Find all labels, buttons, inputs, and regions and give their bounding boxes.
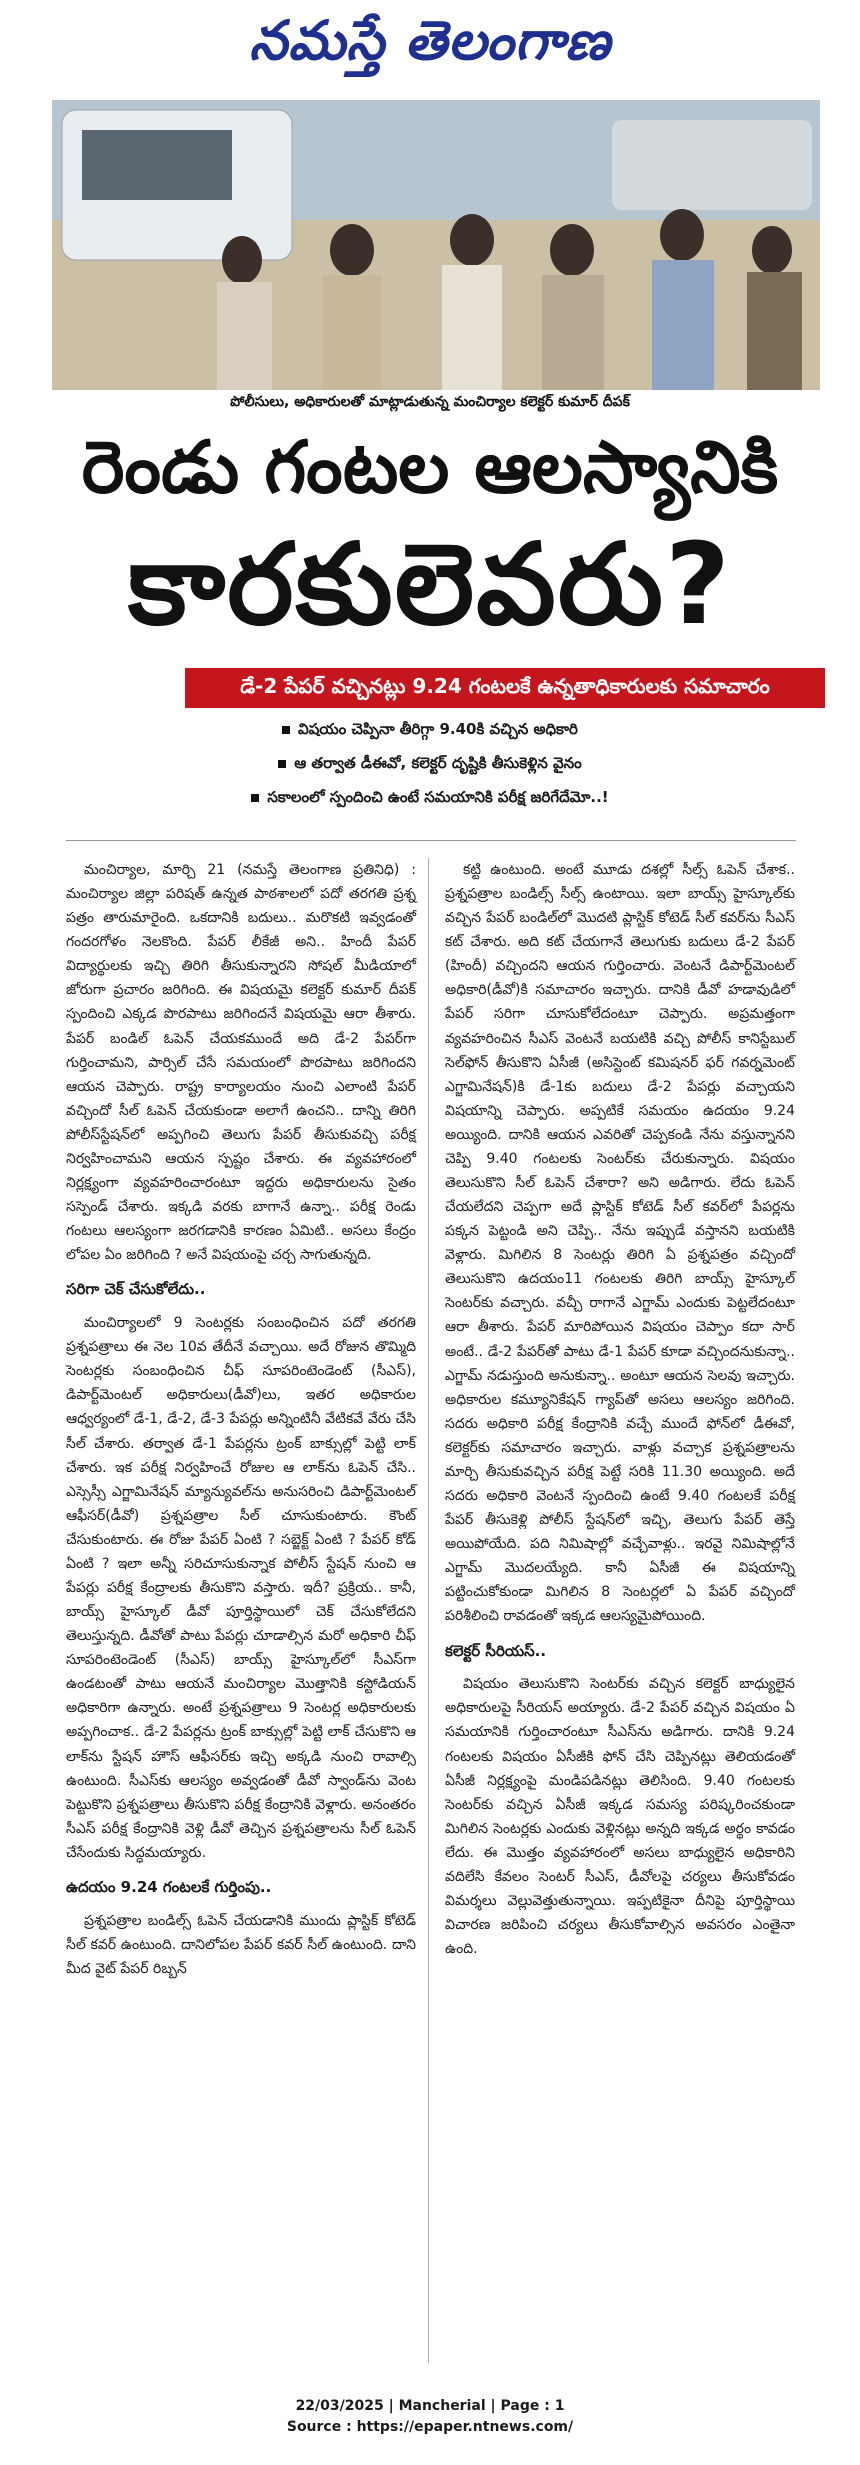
headline-line-2: కారకులెవరు? <box>128 520 732 650</box>
news-photo <box>52 100 820 390</box>
article-paragraph: విషయం తెలుసుకొని సెంటర్‌కు వచ్చిన కలెక్టర్ బాధ్యులైన అధికారులపై సీరియస్ అయ్యారు. డే-2 పేపర్ వచ్చిన విషయం ఏ సమయానికి గుర్తించారంటూ సీఎస్‌ను అడిగారు. దానికి 9.24 గంటలకు విషయం ఏసీజీకి ఫోన్ చేసి చెప్పినట్లు తెలియడంతో ఏసీజీ నిర్లక్ష్యంపై మండిపడినట్లు తెలిసింది. 9.40 గంటలకు సెంటర్‌కు వచ్చిన ఏసీజీ ఇక్కడ సమస్య పరిష్కరించకుండా మిగిలిన సెంటర్లకు ఎందుకు వెళ్లినట్లు అన్నది ఇక్కడ అర్థం కావడం లేదు. ఈ మొత్తం వ్యవహారంలో అసలు బాధ్యులైన అధికారిని వదిలేసి కేవలం సెంటర్ సీఎస్, డీవోలపై చర్యలు తీసుకోవడం విమర్శలు వెల్లువెత్తుతున్నాయి. ఇప్పటికైనా దీనిపై పూర్తిస్థాయి విచారణ జరిపించి చర్యలు తీసుకోవాల్సిన అవసరం ఎంతైనా ఉంది. <box>445 1676 795 1958</box>
article-paragraph: కట్టి ఉంటుంది. అంటే మూడు దశల్లో సీల్స్ ఓపెన్ చేశాక.. ప్రశ్నపత్రాల బండిల్స్ సీల్స్ ఉంటాయి. ఇలా బాయ్స్ హైస్కూల్‌కు వచ్చిన పేపర్ బండిల్‌లో మొదటి ప్లాస్టిక్ కోటెడ్ సీల్ కవర్‌ను సీఎస్ కట్ చేశారు. అది కట్ చేయగానే తెలుగుకు బదులు డే-2 పేపర్ (హిందీ) వచ్చిందని ఆయన గుర్తించారు. వెంటనే డిపార్ట్‌మెంటల్ అధికారి(డీవో)కి సమాచారం ఇచ్చారు. దానికి డీవో హడావుడిలో పేపర్ సరిగా చూసుకోలేదంటూ చెప్పారు. అప్రమత్తంగా వ్యవహరించిన సీఎస్ వెంటనే బయటికి వచ్చి పోలీస్ కానిస్టేబుల్ సెల్‌ఫోన్ తీసుకొని ఏసీజీ (అసిస్టెంట్ కమిషనర్ ఫర్ గవర్నమెంట్ ఎగ్జామినేషన్)కి డే-1కు బదులు డే-2 పేపర్లు వచ్చాయని విషయాన్ని చెప్పారు. అప్పటికే సమయం ఉదయం 9.24 అయ్యింది. దానికి ఆయన ఎవరితో చెప్పకండి నేను వస్తున్నానని చెప్పి 9.40 గంటలకు సెంటర్‌కు చేరుకున్నారు. విషయం తెలుసుకొని సీల్ ఓపెన్ చేశారా? అని అడిగారు. లేదు ఓపెన్ చేయలేదని చెప్పగా అదే ప్లాస్టిక్ కోటెడ్ సీల్ కవర్‌లో పేపర్లను పక్కన పెట్టండి అని చెప్పి.. నేను ఇప్పుడే వస్తానని బయటికి వెళ్లారు. మిగిలిన 8 సెంటర్లు తిరిగి ఏ ప్రశ్నపత్రం వచ్చిందో తెలుసుకొని ఉదయం11 గంటలకు తిరిగి బాయ్స్ హైస్కూల్ సెంటర్‌కు వచ్చారు. వచ్చీ రాగానే ఎగ్జామ్ ఎందుకు పెట్టలేదంటూ ఆరా తీశారు. పేపర్ మారిపోయిన విషయం చెప్పాం కదా సార్ అంటే.. డే-2 పేపర్‌తో పాటు డే-1 పేపర్ కూడా వచ్చిందనుకున్నా.. ఎగ్జామ్ నడుస్తుంది అనుకున్నా.. అంటూ ఆయన సెలవు ఇచ్చారు. అధికారుల కమ్యూనికేషన్ గ్యాప్‌తో అసలు ఆలస్యం జరిగింది. సదరు అధికారి పరీక్ష కేంద్రానికి వచ్చే ముందే ఫోన్‌లో డీఈవో, కలెక్టర్‌కు సమాచారం ఇచ్చారు. వాళ్లు వచ్చాక ప్రశ్నపత్రాలను మార్చి తీసుకువచ్చిన పరీక్ష పెట్టే సరికి 11.30 అయ్యింది. అదే సదరు అధికారి వెంటనే స్పందించి ఉంటే 9.40 గంటలకే పరీక్ష పేపర్ తీసుకెళ్లి పోలీస్ స్టేషన్‌లో ఇచ్చి, తెలుగు పేపర్ తెస్తే అయిపోయేది. పది నిమిషాల్లో వచ్చేవాళ్లు.. ఇరవై నిమిషాల్లోనే ఎగ్జామ్ మొదలయ్యేది. కానీ ఏసీజీ ఈ విషయాన్ని పట్టించుకోకుండా మిగిలిన 8 సెంటర్లలో ఏ పేపర్ వచ్చిందో పరిశీలించి రావడంతో ఇక్కడ ఆలస్యమైపోయింది. <box>445 862 795 1625</box>
divider <box>66 840 796 841</box>
bullet-list <box>0 720 860 822</box>
bullet-text: సకాలంలో స్పందించి ఉంటే సమయానికి పరీక్ష జరిగేదేమో..! <box>267 788 609 806</box>
bullet-icon <box>278 760 286 768</box>
bullet-icon <box>282 726 290 734</box>
bullet-item <box>0 754 860 776</box>
bullet-item <box>0 788 860 810</box>
masthead-logo: నమస్తే తెలంగాణ <box>249 8 611 72</box>
article-paragraph: ప్రశ్నపత్రాల బండిల్స్ ఓపెన్ చేయడానికి ముందు ప్లాస్టిక్ కోటెడ్ సీల్ కవర్ ఉంటుంది. దానిలోపల పేపర్ కవర్ సీల్ ఉంటుంది. దాని మీద వైట్ పేపర్ రిబ్బన్ <box>66 1912 416 1977</box>
headline-line-1: రెండు గంటల ఆలస్యానికి <box>81 425 779 509</box>
red-banner: డే-2 పేపర్ వచ్చినట్లు 9.24 గంటలకే ఉన్నతాధికారులకు సమాచారం <box>185 668 825 708</box>
bullet-icon <box>251 794 259 802</box>
bullet-text: విషయం చెప్పినా తీరిగ్గా 9.40కి వచ్చిన అధికారి <box>298 720 578 738</box>
article-paragraph: మంచిర్యాల, మార్చి 21 (నమస్తే తెలంగాణ ప్రతినిధి) : మంచిర్యాల జిల్లా పరిషత్ ఉన్నత పాఠశాలలో పదో తరగతి ప్రశ్న పత్రం తారుమారైంది. ఒకదానికి బదులు.. మరొకటి ఇవ్వడంతో గందరగోళం నెలకొంది. పేపర్ లీకేజీ అని.. హిందీ పేపర్ విద్యార్థులకు ఇచ్చి తిరిగి తీసుకున్నారని సోషల్ మీడియాలో జోరుగా ప్రచారం జరిగింది. ఈ విషయమై కలెక్టర్ కుమార్ దీపక్ స్పందించి ఎక్కడ పొరపాటు జరిగిందనే విషయమై ఆరా తీశారు. పేపర్ బండిల్ ఓపెన్ చేయకముందే అది డే-2 పేపర్‌గా గుర్తించామని, పార్సిల్ చేసే సమయంలో పొరపాటు జరిగిందని ఆయన చెప్పారు. రాష్ట్ర కార్యాలయం నుంచి ఎలాంటి పేపర్ వచ్చిందో సీల్ ఓపెన్ చేయకుండా అలాగే ఉంచని.. దాన్ని తిరిగి పోలీస్‌స్టేషన్‌లో అప్పగించి తెలుగు పేపర్ తీసుకువచ్చి పరీక్ష నిర్వహించామని ఆయన స్పష్టం చేశారు. ఈ వ్యవహారంలో నిర్లక్ష్యంగా వ్యవహరించారంటూ ఇద్దరు అధికారులను సైతం సస్పెండ్ చేశారు. ఇక్కడి వరకు బాగానే ఉన్నా.. పరీక్ష రెండు గంటలు ఆలస్యంగా జరగడానికి కారణం ఏమిటి.. అసలు కేంద్రం లోపల ఏం జరిగింది ? అనే విషయంపై చర్చ సాగుతున్నది. <box>66 862 416 1264</box>
subheading: కలెక్టర్ సీరియస్.. <box>445 1641 547 1660</box>
footer-source-link[interactable]: Source : https://epaper.ntnews.com/ <box>286 2419 574 2435</box>
subheading: ఉదయం 9.24 గంటలకే గుర్తింపు.. <box>66 1877 272 1896</box>
page-footer <box>0 2396 860 2438</box>
article-column-left <box>66 858 416 1991</box>
article-column-right <box>445 858 795 1971</box>
subheading: సరిగా చెక్ చేసుకోలేదు.. <box>66 1280 206 1299</box>
article-paragraph: మంచిర్యాలలో 9 సెంటర్లకు సంబంధించిన పదో తరగతి ప్రశ్నపత్రాలు ఈ నెల 10వ తేదీనే వచ్చాయి. అదే రోజున తొమ్మిది సెంటర్లకు సంబంధించిన చీఫ్ సూపరింటెండెంట్ (సీఎస్), డిపార్ట్‌మెంటల్ అధికారులు(డీవో)లు, ఇతర అధికారుల ఆధ్వర్యంలో డే-1, డే-2, డే-3 పేపర్లు అన్నింటినీ వేటికవే వేరు చేసి సీల్ చేశారు. తర్వాత డే-1 పేపర్లను ట్రంక్ బాక్సుల్లో పెట్టి లాక్ చేశారు. ఇక పరీక్ష నిర్వహించే రోజుల ఆ లాక్‌ను ఓపెన్ చేసి.. ఎస్సెస్సీ ఎగ్జామినేషన్ మ్యాన్యువల్‌ను అనుసరించి డిపార్ట్‌మెంటల్ ఆఫీసర్(డీవో) ప్రశ్నపత్రాల సీల్ చూసుకుంటారు. కౌంట్ చేసుకుంటారు. ఈ రోజు పేపర్ ఏంటి ? సబ్జెక్ట్ ఏంటి ? పేపర్ కోడ్ ఏంటి ? ఇలా అన్నీ సరిచూసుకున్నాక పోలీస్ స్టేషన్ నుంచి ఆ పేపర్లు పరీక్ష కేంద్రాలకు తీసుకొని వస్తారు. ఇదీ? ప్రక్రియ.. కానీ, బాయ్స్ హైస్కూల్ డీవో పూర్తిస్థాయిలో చెక్ చేసుకోలేదని తెలుస్తున్నది. డీవోతో పాటు పేపర్లు చూడాల్సిన మరో అధికారి చీఫ్ సూపరింటెండెంట్ (సీఎస్) బాయ్స్ హైస్కూల్‌లో సీఎస్‌గా ఉండటంతో పాటు ఆయనే మంచిర్యాల మొత్తానికి కస్టోడియన్ అధికారిగా ఉన్నారు. అంటే ప్రశ్నపత్రాలు 9 సెంటర్ల అధికారులకు అప్పగించాక.. డే-2 పేపర్లను ట్రంక్ బాక్సుల్లో పెట్టి లాక్ చేసుకొని ఆ లాక్‌ను స్టేషన్ హౌస్ ఆఫీసర్‌కు ఇచ్చి అక్కడి నుంచి రావాల్సి ఉంటుంది. సీఎస్‌కు ఆలస్యం అవ్వడంతో డీవో స్వాండ్‌ను వెంట పెట్టుకొని ప్రశ్నపత్రాలు తీసుకొని పరీక్ష కేంద్రానికి వెళ్లారు. అనంతరం సీఎస్ పరీక్ష కేంద్రానికి వెళ్లి డీవో తెచ్చిన ప్రశ్నపత్రాలను సీల్ ఓపెన్ చేసేందుకు సిద్ధమయ్యారు. <box>66 1315 416 1861</box>
footer-date-line: 22/03/2025 | Mancherial | Page : 1 <box>295 2398 565 2414</box>
photo-caption: పోలీసులు, అధికారులతో మాట్లాడుతున్న మంచిర్యాల కలెక్టర్ కుమార్ దీపక్ <box>230 394 630 410</box>
column-divider <box>428 858 429 2363</box>
news-photo-illustration <box>52 100 820 390</box>
bullet-text: ఆ తర్వాత డీఈవో, కలెక్టర్ దృష్టికి తీసుకెళ్లిన వైనం <box>294 754 582 772</box>
bullet-item <box>0 720 860 742</box>
